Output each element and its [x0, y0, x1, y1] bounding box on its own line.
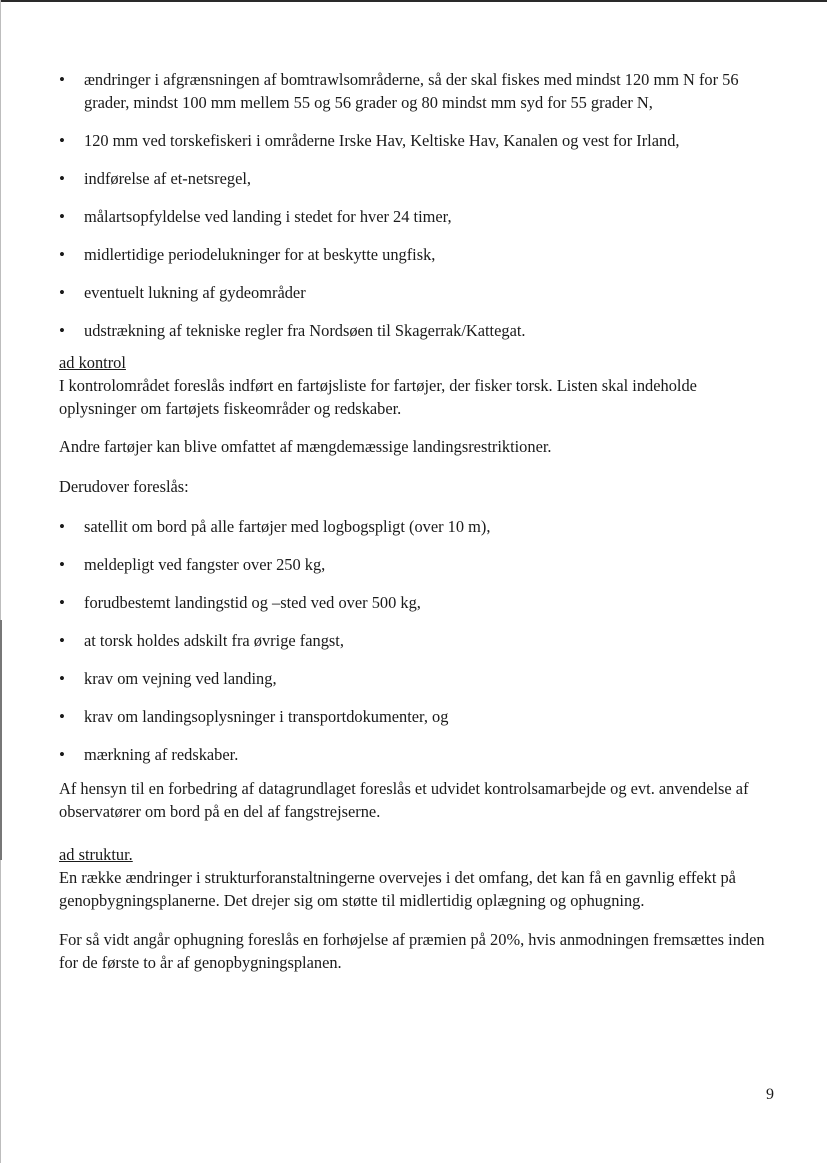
list-item: • krav om landingsoplysninger i transportdokumenter, og — [59, 705, 774, 728]
scan-top-line — [0, 0, 827, 2]
kontrol-paragraph-2: Andre fartøjer kan blive omfattet af mængdemæssige landingsrestriktioner. — [59, 437, 552, 456]
kontrol-closing-paragraph: Af hensyn til en forbedring af datagrundlaget foreslås et udvidet kontrolsamarbejde og evt. anvendelse af observatører om bord på en del af fangstrejserne. — [59, 779, 749, 821]
struktur-paragraph-1: En række ændringer i strukturforanstaltningerne overvejes i det omfang, det kan få en gavnlig effekt på genopbygningsplanerne. Det drejer sig om støtte til midlertidig oplægning og ophugning. — [59, 868, 736, 910]
list-item: • satellit om bord på alle fartøjer med logbogspligt (over 10 m), — [59, 515, 774, 538]
section-heading-kontrol: ad kontrol — [59, 353, 126, 372]
list-item: • ændringer i afgrænsningen af bomtrawlsområderne, så der skal fiskes med mindst 120 mm N for 56 grader, mindst 100 mm mellem 55 og 56 grader og 80 mindst mm syd for 55 grader N, — [59, 68, 774, 114]
kontrol-paragraph-3: Derudover foreslås: — [59, 477, 189, 496]
list-item: • målartsopfyldelse ved landing i stedet for hver 24 timer, — [59, 205, 774, 228]
scan-left-edge — [0, 0, 1, 1163]
struktur-paragraph-2: For så vidt angår ophugning foreslås en forhøjelse af præmien på 20%, hvis anmodningen fremsættes inden for de første to år af genopbygningsplanen. — [59, 930, 765, 972]
list-item: • meldepligt ved fangster over 250 kg, — [59, 553, 774, 576]
bullet-list-measures — [59, 68, 774, 342]
list-item: • 120 mm ved torskefiskeri i områderne Irske Hav, Keltiske Hav, Kanalen og vest for Irland, — [59, 129, 774, 152]
list-item: • forudbestemt landingstid og –sted ved over 500 kg, — [59, 591, 774, 614]
list-item: • at torsk holdes adskilt fra øvrige fangst, — [59, 629, 774, 652]
section-heading-struktur: ad struktur. — [59, 845, 133, 864]
list-item: • udstrækning af tekniske regler fra Nordsøen til Skagerrak/Kattegat. — [59, 319, 774, 342]
list-item: • indførelse af et-netsregel, — [59, 167, 774, 190]
kontrol-paragraph-1: I kontrolområdet foreslås indført en fartøjsliste for fartøjer, der fisker torsk. Listen skal indeholde oplysninger om fartøjets fiskeområder og redskaber. — [59, 376, 697, 418]
list-item: • midlertidige periodelukninger for at beskytte ungfisk, — [59, 243, 774, 266]
page-number: 9 — [766, 1086, 774, 1103]
list-item: • mærkning af redskaber. — [59, 743, 774, 766]
document-page — [59, 68, 774, 989]
list-item: • eventuelt lukning af gydeområder — [59, 281, 774, 304]
list-item: • krav om vejning ved landing, — [59, 667, 774, 690]
scan-margin-mark — [0, 620, 2, 860]
bullet-list-kontrol — [59, 515, 774, 766]
